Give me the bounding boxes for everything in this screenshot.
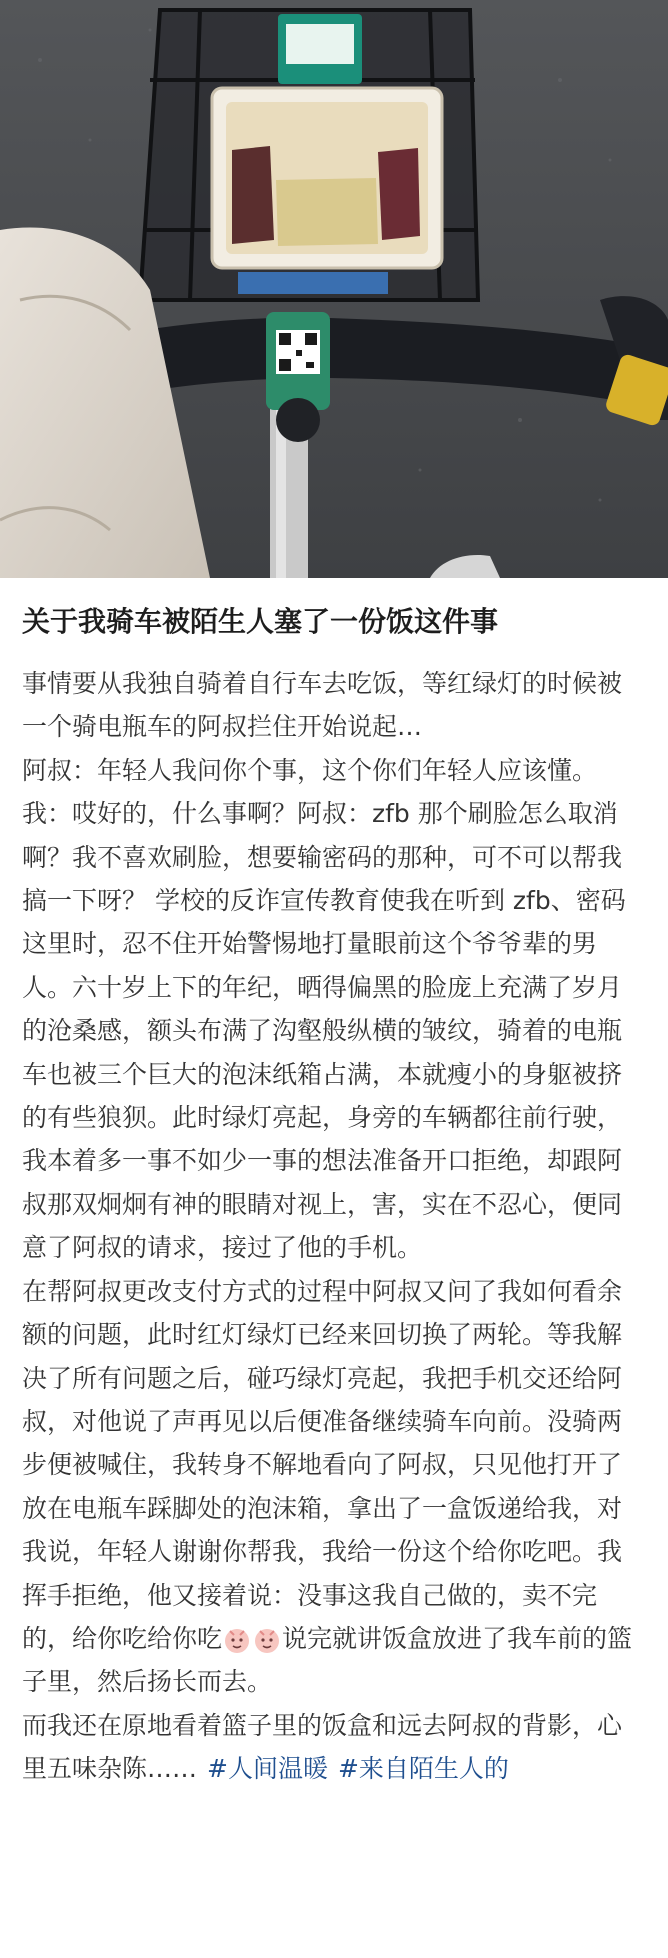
bike-photo-illustration (0, 0, 668, 578)
bike-basket (140, 10, 478, 300)
header-photo (0, 0, 668, 578)
post-paragraph-3 (22, 1270, 646, 1704)
post-paragraph-3-tail: 说完就讲饭盒放进了我车前的篮子里，然后扬长而去。 (22, 1623, 633, 1697)
crying-smile-icon (223, 1626, 251, 1654)
post-paragraph-4-text: 而我还在原地看着篮子里的饭盒和远去阿叔的背影，心里五味杂陈…… (22, 1710, 623, 1784)
post-paragraph-2: 阿叔：年轻人我问你个事，这个你们年轻人应该懂。我：哎好的，什么事啊？阿叔：zfb 那个刷脸怎么取消啊？我不喜欢刷脸，想要输密码的那种，可不可以帮我搞一下呀？ 学校的反诈宣传教育使我在听到 zfb、密码这里时，忍不住开始警惕地打量眼前这个爷爷辈的男人。六十岁上下的年纪，晒得偏黑的脸庞上充满了岁月的沧桑感，额头布满了沟壑般纵横的皱纹，骑着的电瓶车也被三个巨大的泡沫纸箱占满，本就瘦小的身躯被挤的有些狼狈。此时绿灯亮起，身旁的车辆都往前行驶，我本着多一事不如少一事的想法准备开口拒绝，却跟阿叔那双炯炯有神的眼睛对视上，害，实在不忍心，便同意了阿叔的请求，接过了他的手机。 (22, 755, 626, 1263)
post-content (0, 578, 668, 1791)
post-paragraph-3-text: 在帮阿叔更改支付方式的过程中阿叔又问了我如何看余额的问题，此时红灯绿灯已经来回切换了两轮。等我解决了所有问题之后，碰巧绿灯亮起，我把手机交还给阿叔，对他说了声再见以后便准备继续骑车向前。没骑两步便被喊住，我转身不解地看向了阿叔，只见他打开了放在电瓶车踩脚处的泡沫箱，拿出了一盒饭递给我，对我说，年轻人谢谢你帮我，我给一份这个给你吃吧。我挥手拒绝，他又接着说：没事这我自己做的，卖不完的，给你吃给你吃 (22, 1276, 623, 1653)
hashtag-link[interactable]: #来自陌生人的 (337, 1754, 509, 1784)
post-paragraph-4 (22, 1704, 646, 1791)
post-paragraph-1: 事情要从我独自骑着自行车去吃饭，等红绿灯的时候被一个骑电瓶车的阿叔拦住开始说起… (22, 669, 623, 742)
crying-smile-icon (253, 1626, 281, 1654)
hashtag-link[interactable]: #人间温暖 (207, 1754, 328, 1784)
post-title: 关于我骑车被陌生人塞了一份饭这件事 (22, 605, 499, 638)
